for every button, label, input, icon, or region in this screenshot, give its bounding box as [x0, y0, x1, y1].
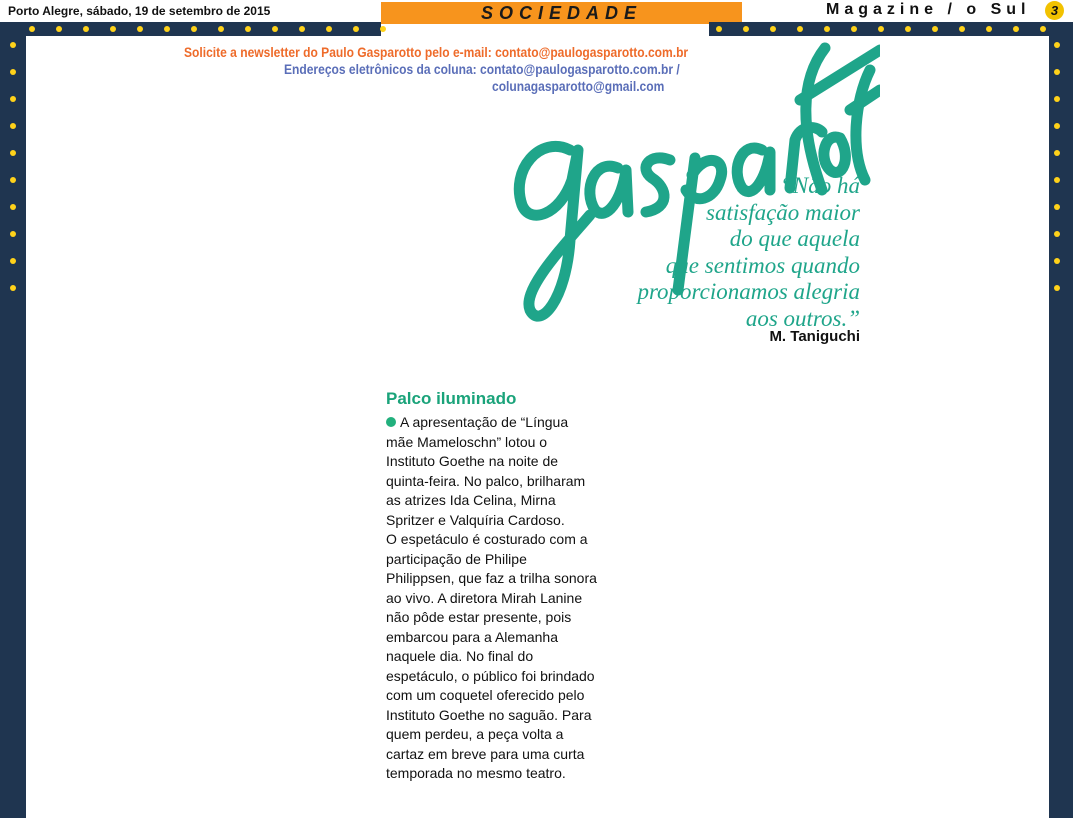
marquee-dot — [905, 26, 911, 32]
quote-line: aos outros.” — [745, 305, 860, 331]
article-line: Spritzer e Valquíria Cardoso. — [386, 511, 565, 528]
article-line: Instituto Goethe na noite de — [386, 453, 559, 469]
marquee-dot — [716, 26, 722, 32]
frame-left — [0, 22, 26, 818]
article-headline: Palco iluminado — [386, 389, 517, 408]
marquee-dot — [164, 26, 170, 32]
article-line: naquele dia. No final do — [386, 648, 534, 664]
marquee-dot — [1054, 231, 1060, 237]
marquee-dot — [10, 150, 16, 156]
marquee-dot — [29, 26, 35, 32]
article-line: espetáculo, o público foi brindado — [386, 667, 595, 684]
marquee-dot — [10, 285, 16, 291]
quote-line: que sentimos quando — [665, 252, 860, 278]
marquee-dot — [986, 26, 992, 32]
article-line: O espetáculo é costurado com a — [386, 531, 588, 547]
marquee-dot — [326, 26, 332, 32]
article-line: quinta-feira. No palco, brilharam — [386, 472, 586, 489]
newsletter-line-2: Endereços eletrônicos da coluna: contato@paulogasparotto.com.br / — [284, 61, 680, 77]
marquee-dot — [245, 26, 251, 32]
marquee-dot — [1054, 42, 1060, 48]
article-line: cartaz em breve para uma curta — [386, 745, 585, 762]
marquee-dot — [824, 26, 830, 32]
article-line: Instituto Goethe no saguão. Para — [386, 706, 592, 723]
marquee-dot — [1054, 123, 1060, 129]
bullet-icon — [386, 417, 396, 427]
quote-line: satisfação maior — [706, 199, 860, 225]
marquee-dot — [56, 26, 62, 32]
marquee-dot — [851, 26, 857, 32]
marquee-dot — [272, 26, 278, 32]
marquee-dot — [1054, 150, 1060, 156]
frame-right — [1049, 22, 1073, 818]
marquee-dot — [380, 26, 386, 32]
marquee-dot — [959, 26, 965, 32]
marquee-dot — [10, 204, 16, 210]
marquee-dot — [1054, 204, 1060, 210]
article-line: ao vivo. A diretora Mirah Lanine — [386, 589, 583, 606]
marquee-dot — [797, 26, 803, 32]
quote-line: “Não há — [780, 173, 860, 198]
dateline: Porto Alegre, sábado, 19 de setembro de 2015 — [8, 4, 271, 18]
article-line: A apresentação de “Língua — [386, 413, 636, 433]
article-body — [386, 413, 636, 784]
marquee-dot — [1054, 285, 1060, 291]
marquee-dot — [1054, 69, 1060, 75]
marquee-dot — [191, 26, 197, 32]
marquee-dot — [10, 231, 16, 237]
article-line: mãe Mameloschn” lotou o — [386, 433, 548, 450]
article-line: temporada no mesmo teatro. — [386, 765, 566, 781]
marquee-dot — [1054, 177, 1060, 183]
page-number-badge: 3 — [1045, 1, 1064, 20]
article-line: participação de Philipe — [386, 550, 527, 567]
marquee-dot — [10, 96, 16, 102]
marquee-dot — [932, 26, 938, 32]
article-line: com um coquetel oferecido pelo — [386, 687, 585, 703]
marquee-dot — [110, 26, 116, 32]
marquee-dot — [137, 26, 143, 32]
quote-line: proporcionamos alegria — [637, 279, 860, 304]
article-line: Philippsen, que faz a trilha sonora — [386, 570, 597, 586]
marquee-dot — [1013, 26, 1019, 32]
marquee-dot — [83, 26, 89, 32]
article-line: não pôde estar presente, pois — [386, 609, 572, 625]
marquee-dot — [353, 26, 359, 32]
newsletter-line-3: colunagasparotto@gmail.com — [492, 78, 665, 94]
marquee-dot — [1054, 96, 1060, 102]
newsletter-line-1: Solicite a newsletter do Paulo Gasparotto pelo e-mail: contato@paulogasparotto.com.br — [184, 44, 689, 60]
marquee-dot — [10, 123, 16, 129]
marquee-dot — [10, 258, 16, 264]
top-bar — [0, 0, 1073, 22]
article-line: as atrizes Ida Celina, Mirna — [386, 492, 556, 508]
marquee-dot — [10, 42, 16, 48]
article-line: embarcou para a Alemanha — [386, 628, 558, 645]
quote — [560, 173, 860, 332]
quote-author: M. Taniguchi — [769, 328, 860, 345]
quote-line: do que aquela — [729, 226, 860, 251]
masthead: Magazine / o Sul — [826, 1, 1031, 18]
marquee-dot — [743, 26, 749, 32]
marquee-dot — [770, 26, 776, 32]
marquee-dot — [218, 26, 224, 32]
section-title: SOCIEDADE — [381, 2, 742, 24]
marquee-dot — [1054, 258, 1060, 264]
marquee-dot — [10, 177, 16, 183]
article — [386, 389, 636, 784]
marquee-dot — [299, 26, 305, 32]
marquee-dot — [1040, 26, 1046, 32]
marquee-dot — [878, 26, 884, 32]
marquee-dot — [10, 69, 16, 75]
article-line: quem perdeu, a peça volta a — [386, 726, 564, 742]
